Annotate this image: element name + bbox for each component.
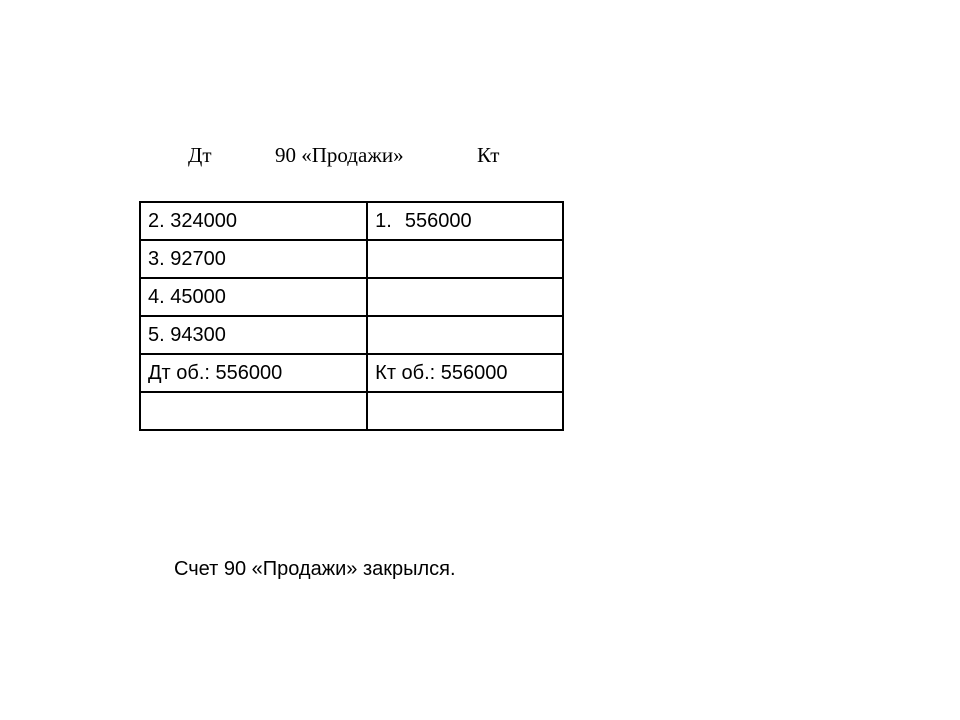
t-account-header xyxy=(0,143,960,173)
credit-entry-value: 556000 xyxy=(404,209,472,232)
debit-turnover-cell: Дт об.: 556000 xyxy=(140,354,367,392)
conclusion-text: Счет 90 «Продажи» закрылся. xyxy=(174,558,456,580)
credit-cell xyxy=(367,316,563,354)
credit-cell xyxy=(367,240,563,278)
table-row xyxy=(140,240,563,278)
credit-turnover-cell: Кт об.: 556000 xyxy=(367,354,563,392)
debit-cell: 5. 94300 xyxy=(140,316,367,354)
credit-cell xyxy=(367,278,563,316)
account-name: 90 «Продажи» xyxy=(275,143,404,167)
credit-cell xyxy=(367,202,563,240)
t-account-table xyxy=(139,201,564,431)
table-row xyxy=(140,354,563,392)
table-row xyxy=(140,392,563,430)
table-row xyxy=(140,278,563,316)
debit-cell: 2. 324000 xyxy=(140,202,367,240)
debit-cell: 4. 45000 xyxy=(140,278,367,316)
table-row xyxy=(140,202,563,240)
credit-label: Кт xyxy=(477,143,500,167)
credit-balance-cell xyxy=(367,392,563,430)
debit-label: Дт xyxy=(188,143,212,167)
debit-balance-cell xyxy=(140,392,367,430)
table-row xyxy=(140,316,563,354)
credit-entry-number: 1. xyxy=(375,209,392,232)
debit-cell: 3. 92700 xyxy=(140,240,367,278)
